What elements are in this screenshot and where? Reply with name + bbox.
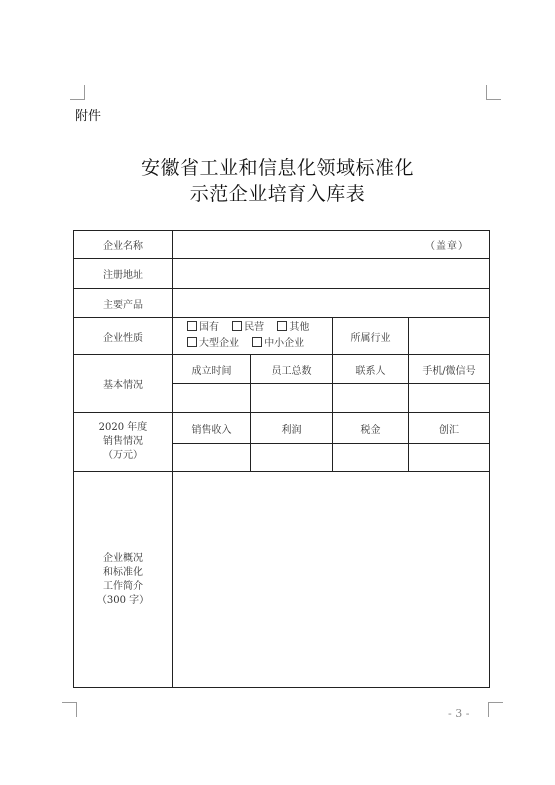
employees-field[interactable] — [251, 384, 333, 413]
sales-label-title: 销售情况 — [103, 436, 143, 447]
contact-field[interactable] — [333, 384, 409, 413]
basic-header-founded: 成立时间 — [173, 355, 251, 384]
company-name-field[interactable] — [173, 231, 490, 259]
address-label: 注册地址 — [74, 259, 173, 289]
tax-field[interactable] — [333, 444, 409, 472]
company-name-label: 企业名称 — [74, 231, 173, 259]
basic-header-contact: 联系人 — [333, 355, 409, 384]
basic-header-employees: 员工总数 — [251, 355, 333, 384]
sales-header-forex: 创汇 — [409, 413, 490, 444]
nature-option-other[interactable]: 其他 — [277, 322, 309, 333]
sales-header-revenue: 销售收入 — [173, 413, 251, 444]
nature-option-private[interactable]: 民营 — [232, 322, 264, 333]
industry-field[interactable] — [409, 318, 490, 355]
checkbox-icon — [252, 337, 262, 347]
address-field[interactable] — [173, 259, 490, 289]
crop-mark-bottom-right — [488, 702, 503, 717]
basic-header-phone: 手机/微信号 — [409, 355, 490, 384]
sales-label — [74, 413, 173, 472]
nature-option-sme[interactable]: 中小企业 — [252, 338, 304, 349]
industry-label: 所属行业 — [333, 318, 409, 355]
checkbox-icon — [187, 321, 197, 331]
document-title-line1: 安徽省工业和信息化领域标准化 — [140, 157, 414, 179]
forex-field[interactable] — [409, 444, 490, 472]
overview-label-line2: 和标准化 — [103, 566, 143, 578]
crop-mark-top-left — [70, 85, 85, 100]
checkbox-icon — [277, 321, 287, 331]
overview-label-line3: 工作简介 — [103, 580, 143, 592]
basic-info-label: 基本情况 — [74, 355, 173, 413]
checkbox-icon — [187, 337, 197, 347]
profit-field[interactable] — [251, 444, 333, 472]
crop-mark-top-right — [486, 85, 501, 100]
revenue-field[interactable] — [173, 444, 251, 472]
sales-header-profit: 利润 — [251, 413, 333, 444]
products-label: 主要产品 — [74, 289, 173, 318]
products-field[interactable] — [173, 289, 490, 318]
founded-field[interactable] — [173, 384, 251, 413]
overview-label-line1: 企业概况 — [103, 552, 143, 564]
overview-field[interactable] — [173, 472, 490, 688]
nature-label: 企业性质 — [74, 318, 173, 355]
overview-label — [74, 472, 173, 688]
attachment-label: 附件 — [75, 109, 102, 124]
sales-label-year: 2020 年度 — [98, 422, 148, 433]
nature-option-state[interactable]: 国有 — [187, 322, 219, 333]
stamp-note: （盖章） — [425, 241, 469, 252]
phone-field[interactable] — [409, 384, 490, 413]
registration-form-table — [73, 230, 490, 688]
nature-options — [173, 318, 333, 355]
document-title-line2: 示范企业培育入库表 — [189, 183, 366, 205]
sales-label-unit: （万元） — [103, 450, 143, 461]
sales-header-tax: 税金 — [333, 413, 409, 444]
overview-label-line4: （300 字） — [96, 594, 150, 606]
nature-option-large[interactable]: 大型企业 — [187, 338, 239, 349]
checkbox-icon — [232, 321, 242, 331]
page-number: - 3 - — [448, 707, 470, 720]
crop-mark-bottom-left — [62, 702, 77, 717]
